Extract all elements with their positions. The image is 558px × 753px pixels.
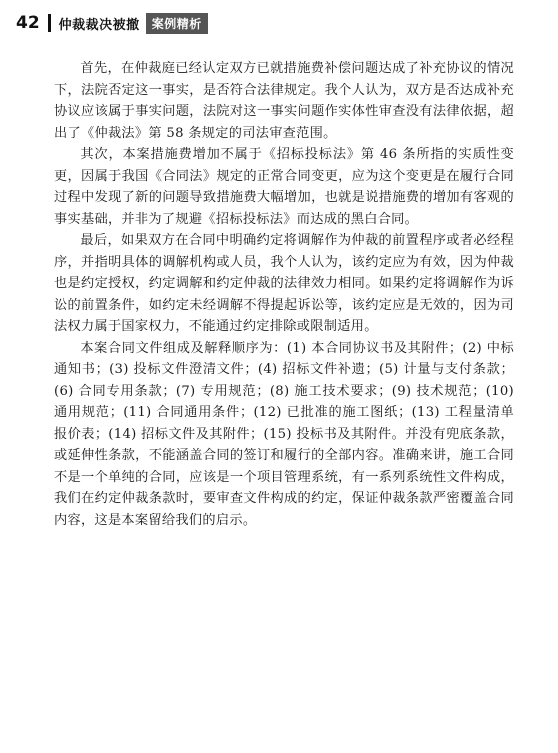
paragraph: 本案合同文件组成及解释顺序为：(1) 本合同协议书及其附件；(2) 中标通知书；(3) 投标文件澄清文件；(4) 招标文件补遗；(5) 计量与支付条款；(6) 合同专用条款；(7) 专用规范；(8) 施工技术要求；(9) 技术规范；(10) 通用规范；(11) 合同通用条件；(12) 已批准的施工图纸；(13) 工程量清单报价表；(14) 招标文件及其附件；(15) 投标书及其附件。并没有兜底条款，或延伸性条款，不能涵盖合同的签订和履行的全部内容。准确来讲，施工合同不是一个单纯的合同，应该是一个项目管理系统，有一系列系统性文件构成，我们在约定仲裁条款时，要审查文件构成的约定，保证仲裁条款严密覆盖合同内容，这是本案留给我们的启示。 xyxy=(54,340,514,528)
section-tag: 案例精析 xyxy=(146,13,208,34)
paragraph: 最后，如果双方在合同中明确约定将调解作为仲裁的前置程序或者必经程序，并指明具体的调解机构或人员，我个人认为，该约定应为有效，因为仲裁也是约定授权，约定调解和约定仲裁的法律效力相同。如果约定将调解作为诉讼的前置条件，如约定未经调解不得提起诉讼等，该约定应是无效的，因为司法权力属于国家权力，不能通过约定排除或限制适用。 xyxy=(54,233,514,334)
body-text xyxy=(54,58,514,531)
book-title: 仲裁裁决被撤 xyxy=(58,17,140,33)
header-divider xyxy=(48,14,51,32)
paragraph: 其次，本案措施费增加不属于《招标投标法》第 46 条所指的实质性变更，因属于我国《合同法》规定的正常合同变更，应为这个变更是在履行合同过程中发现了新的问题导致措施费大幅增加，也就是说措施费的增加有客观的事实基础，并非为了规避《招标投标法》而达成的黑白合同。 xyxy=(54,147,514,227)
running-header xyxy=(16,12,208,34)
paragraph: 首先，在仲裁庭已经认定双方已就措施费补偿问题达成了补充协议的情况下，法院否定这一事实，是否符合法律规定。我个人认为，双方是否达成补充协议应该属于事实问题，法院对这一事实问题作实体性审查没有法律依据，超出了《仲裁法》第 58 条规定的司法审查范围。 xyxy=(54,61,514,141)
page-number: 42 xyxy=(16,13,40,33)
